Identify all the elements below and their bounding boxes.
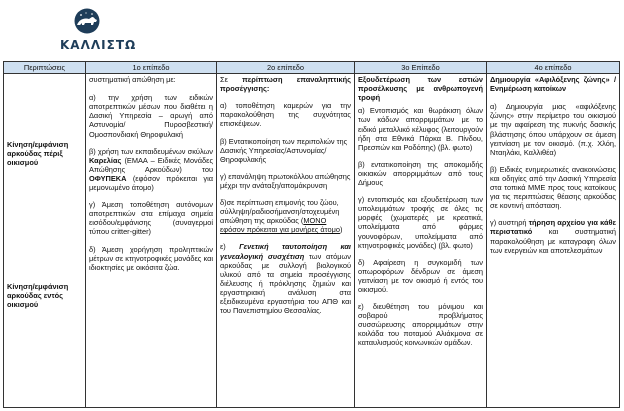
level-2-item-b: β) Εντατικοποίηση των περιπολιών της Δασικής Υπηρεσίας/Αστυνομίας/Θηροφυλακής (220, 136, 348, 164)
level-1-cell (86, 74, 217, 408)
level-4-item-b: β) Ειδικές ενημερωτικές ανακοινώσεις και οδηγίες από την Δασική Υπηρεσία στα τοπικά ΜΜΕ προς τους κατοίκους για τις περιπτώσεις θέασης αρκούδας σε κοντινή απόσταση. (490, 164, 616, 211)
level-2-item-c: γ) επανάληψη πρωτοκόλλου απώθησης μέχρι την ανάταξη/απομάκρυνση (220, 171, 351, 190)
response-levels-table (3, 61, 620, 408)
level-1-item-a: α) την χρήση των ειδικών αποτρεπτικών μέσων που διαθέτει η Δασική Υπηρεσία – αρωγή από Αστυνομία/ Πυροσβεστική/Ομοσπονδιακή Θηροφυλακή (89, 93, 213, 139)
content-row (4, 74, 620, 408)
header-level-2: 2ο επίπεδο (217, 62, 355, 74)
level-4-intro: Δημιουργία «Αφιλόξενης ζώνης» /Ενημέρωση κατοίκων (490, 75, 616, 94)
header-level-1: 1ο επίπεδο (86, 62, 217, 74)
level-1-item-c: γ) Άμεση τοποθέτηση αυτόνομων αποτρεπτικών στα επίμαχα σημεία εισόδου/εμφάνισης (συναγερμοί τύπου critter-gitter) (89, 200, 213, 237)
logo-text: ΚΑΛΛΙΣΤΩ (60, 38, 137, 52)
header-level-4: 4ο επίπεδο (487, 62, 620, 74)
level-3-item-e: ε) διευθέτηση του μόνιμου και σοβαρού προβλήματος συσσώρευσης απορριμμάτων στην κοιλάδα του ποταμού Αλιάκμονα σε καταυλισμούς κοινωνικών ομάδων. (358, 302, 483, 348)
level-2-item-a: α) τοποθέτηση καμερών για την παρακολούθηση της συχνότητας επισκέψεων. (220, 101, 351, 129)
bear-icon (72, 8, 102, 34)
level-3-item-b: β) εντατικοποίηση της αποκομιδής οικιακών απορριμμάτων από τους Δήμους (358, 159, 483, 188)
header-level-3: 3ο Επίπεδο (355, 62, 487, 74)
header-row (4, 62, 620, 74)
level-3-item-d: δ) Αφαίρεση η συγκομιδή των οπωροφόρων δένδρων σε άμεση γειτνίαση με τον οικισμό ή εντός του οικισμού. (358, 257, 483, 294)
header-cases: Περιπτώσεις (4, 62, 86, 74)
level-2-intro: Σε περίπτωση επαναληπτικής προσέγγισης: (220, 75, 352, 94)
level-4-cell (487, 74, 620, 408)
case-inside-settlement: Κίνηση/εμφάνιση αρκούδας εντός οικισμού (7, 282, 69, 310)
level-4-item-c: γ) αυστηρή τήρηση αρχείου για κάθε περιστατικό και συστηματική παρακολούθηση με καταγραφη όλων των ενεργειών και αποτελεσμάτων (490, 218, 616, 255)
level-3-item-c: γ) εντοπισμός και εξουδετέρωση των υπολειμμάτων τροφής σε όλες τις μορφές (χωματερές με κρεατικά, υπολείμματα από φάρμες γουνοφόρων, υπολείμματα από κτηνοτροφικές μονάδες) (βλ. φωτο) (358, 195, 483, 250)
level-2-item-d: δ)σε περίπτωση επιμονής του ζώου, σύλληψη/ραδιοσήμανση/στοχευμένη απώθηση της αρκούδας (ΜΟΝΟ εφόσον πρόκειται για μονήρες άτομο) (220, 198, 343, 235)
level-1-intro: συστηματική απώθηση με: (89, 75, 176, 85)
level-2-item-e: ε) Γενετική ταυτοποίηση και γενεαλογική συσχέτιση των ατόμων αρκούδας με συλλογή βιολογικού υλικού από τα σημεία προσέγγισης διέλευσης ή πρόκλησης ζημιών και εργαστηριακή ανάλυση στα εξειδικευμένα εργαστήρια του ΑΠΘ και του Πανεπιστημίου Θεσσαλίας. (220, 242, 351, 316)
level-1-item-b: β) χρήση των εκπαιδευμένων σκύλων Καρελίας (ΕΜΑΑ – Ειδικές Μονάδες Απώθησης Αρκούδων) του ΟΦΥΠΕΚΑ (εφόσον πρόκειται για μεμονωμένο άτομο) (89, 146, 213, 193)
cases-cell (4, 74, 86, 408)
level-2-cell (217, 74, 355, 408)
logo (58, 8, 137, 58)
level-4-item-a: α) Δημιουργία μιας «αφιλόξενης ζώνης» στην περίμετρο του οικισμού με την αφαίρεση της πυκνής δασικής βλάστησης όπου υπάρχουν σε άμεση γειτνίαση με τον οικισμό. (π.χ. Χλόη, Νταηλάκι, Καλλιθέα) (490, 102, 616, 157)
level-3-intro: Εξουδετέρωση των εστιών προσέλκυσης με ανθρωπογενή τροφή (358, 75, 483, 103)
level-3-item-a: α) Εντοπισμός και θωράκιση όλων των κάδων απορριμμάτων με το ειδικό μεταλλικό κέλυφος (λειτουργούν ήδη στα Εθνικά Πάρκα Β. Πίνδου, Πρεσπών και Ροδόπης) (βλ. φωτο) (358, 106, 483, 152)
level-1-item-d: δ) Άμεση χορήγηση προληπτικών μέτρων σε κτηνοτροφικές μονάδες και ιδιοκτησίες με οικόσιτα ζώα. (89, 244, 213, 272)
level-3-cell (355, 74, 487, 408)
case-around-settlement: Κίνηση/εμφάνιση αρκούδας πέριξ οικισμού (7, 140, 69, 168)
